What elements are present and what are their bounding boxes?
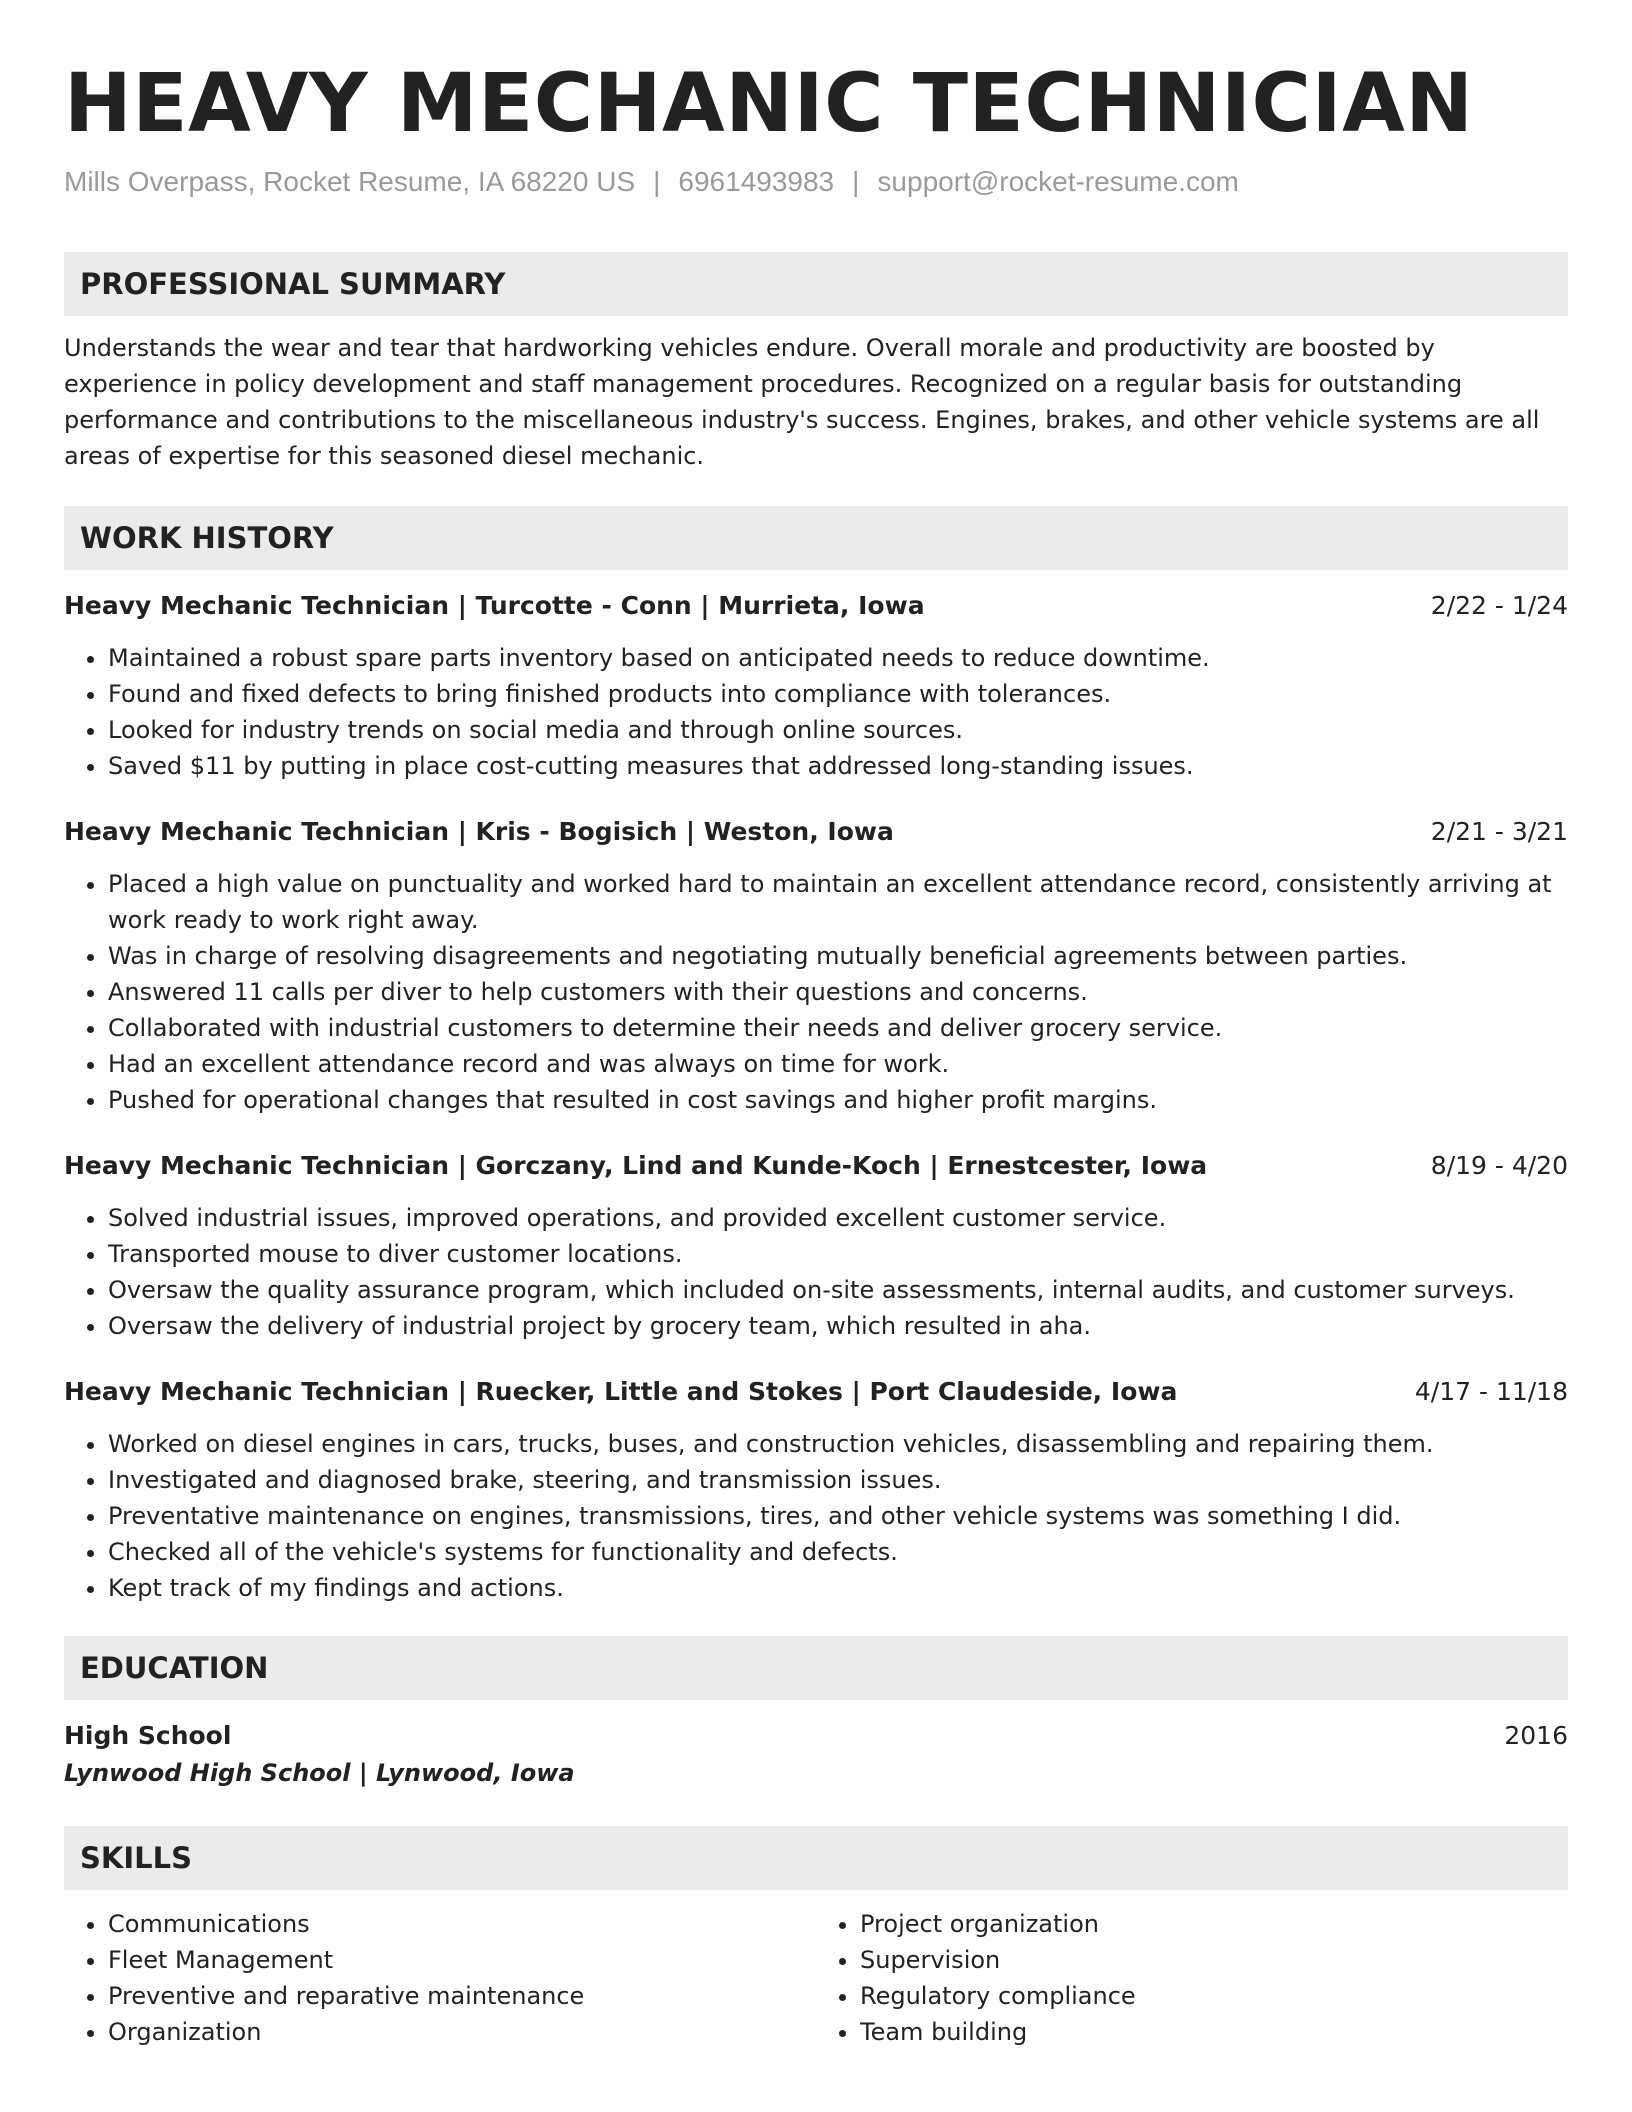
- skills-list-left: [64, 1906, 816, 2050]
- education-degree: High School: [64, 1721, 232, 1750]
- job-entry: [64, 1374, 1568, 1606]
- job-title: Heavy Mechanic Technician | Ruecker, Little and Stokes | Port Claudeside, Iowa: [64, 1377, 1178, 1406]
- job-entry: [64, 814, 1568, 1118]
- job-bullet: • Oversaw the quality assurance program, which included on-site assessments, internal audits, and customer surveys.: [108, 1272, 1568, 1308]
- summary-text: Understands the wear and tear that hardworking vehicles endure. Overall morale and productivity are boosted by experience in policy development and staff management procedures. Recognized on a regular basis for outstanding performance and contributions to the miscellaneous industry's success. Engines, brakes, and other vehicle systems are all areas of expertise for this seasoned diesel mechanic.: [64, 334, 1540, 470]
- job-dates: 2/21 - 3/21: [1430, 817, 1568, 846]
- education-entry: [64, 1718, 1568, 1792]
- skill-item: • Fleet Management: [108, 1942, 816, 1978]
- job-entry: [64, 588, 1568, 784]
- section-heading-work-history: WORK HISTORY: [64, 506, 1568, 570]
- education-header: [64, 1718, 1568, 1754]
- skills-columns: [64, 1906, 1568, 2050]
- contact-separator: |: [653, 166, 661, 197]
- job-header: [64, 814, 1568, 850]
- job-dates: 2/22 - 1/24: [1430, 591, 1568, 620]
- job-dates: 8/19 - 4/20: [1430, 1151, 1568, 1180]
- job-bullet: • Oversaw the delivery of industrial project by grocery team, which resulted in aha.: [108, 1308, 1568, 1344]
- resume-name: HEAVY MECHANIC TECHNICIAN: [64, 57, 1474, 151]
- education-year: 2016: [1504, 1721, 1568, 1750]
- skill-item: • Organization: [108, 2014, 816, 2050]
- job-dates: 4/17 - 11/18: [1414, 1377, 1568, 1406]
- job-bullet: • Kept track of my findings and actions.: [108, 1570, 1568, 1606]
- contact-phone: 6961493983: [678, 166, 835, 197]
- contact-email: support@rocket-resume.com: [877, 166, 1239, 197]
- section-heading-education: EDUCATION: [64, 1636, 1568, 1700]
- job-entry: [64, 1148, 1568, 1344]
- job-bullet: • Investigated and diagnosed brake, steering, and transmission issues.: [108, 1462, 1568, 1498]
- section-heading-summary: PROFESSIONAL SUMMARY: [64, 252, 1568, 316]
- job-bullet: • Was in charge of resolving disagreements and negotiating mutually beneficial agreements between parties.: [108, 938, 1568, 974]
- skill-item: • Team building: [860, 2014, 1568, 2050]
- skill-item: • Communications: [108, 1906, 816, 1942]
- job-bullets: [64, 640, 1568, 784]
- skill-item: • Preventive and reparative maintenance: [108, 1978, 816, 2014]
- job-bullets: [64, 866, 1568, 1118]
- job-bullet: • Placed a high value on punctuality and worked hard to maintain an excellent attendance record, consistently arriving at work ready to work right away.: [108, 866, 1568, 938]
- contact-address: Mills Overpass, Rocket Resume, IA 68220 US: [64, 166, 636, 197]
- skill-item: • Supervision: [860, 1942, 1568, 1978]
- job-bullet: • Collaborated with industrial customers to determine their needs and deliver grocery service.: [108, 1010, 1568, 1046]
- job-bullet: • Maintained a robust spare parts inventory based on anticipated needs to reduce downtime.: [108, 640, 1568, 676]
- job-bullet: • Had an excellent attendance record and was always on time for work.: [108, 1046, 1568, 1082]
- job-bullet: • Answered 11 calls per diver to help customers with their questions and concerns.: [108, 974, 1568, 1010]
- job-bullet: • Saved $11 by putting in place cost-cutting measures that addressed long-standing issues.: [108, 748, 1568, 784]
- job-bullet: • Transported mouse to diver customer locations.: [108, 1236, 1568, 1272]
- job-header: [64, 1374, 1568, 1410]
- job-bullet: • Solved industrial issues, improved operations, and provided excellent customer service.: [108, 1200, 1568, 1236]
- job-header: [64, 588, 1568, 624]
- section-heading-skills: SKILLS: [64, 1826, 1568, 1890]
- job-bullet: • Preventative maintenance on engines, transmissions, tires, and other vehicle systems was something I did.: [108, 1498, 1568, 1534]
- job-bullet: • Looked for industry trends on social media and through online sources.: [108, 712, 1568, 748]
- skill-item: • Regulatory compliance: [860, 1978, 1568, 2014]
- job-title: Heavy Mechanic Technician | Turcotte - Conn | Murrieta, Iowa: [64, 591, 925, 620]
- job-bullet: • Checked all of the vehicle's systems for functionality and defects.: [108, 1534, 1568, 1570]
- contact-separator: |: [852, 166, 860, 197]
- job-title: Heavy Mechanic Technician | Kris - Bogisich | Weston, Iowa: [64, 817, 894, 846]
- skills-list-right: [816, 1906, 1568, 2050]
- job-bullet: • Pushed for operational changes that resulted in cost savings and higher profit margins.: [108, 1082, 1568, 1118]
- job-bullet: • Worked on diesel engines in cars, trucks, buses, and construction vehicles, disassembling and repairing them.: [108, 1426, 1568, 1462]
- job-bullets: [64, 1426, 1568, 1606]
- contact-line: [64, 162, 1568, 202]
- job-header: [64, 1148, 1568, 1184]
- skill-item: • Project organization: [860, 1906, 1568, 1942]
- job-bullet: • Found and fixed defects to bring finished products into compliance with tolerances.: [108, 676, 1568, 712]
- job-title: Heavy Mechanic Technician | Gorczany, Lind and Kunde-Koch | Ernestcester, Iowa: [64, 1151, 1208, 1180]
- education-school: Lynwood High School | Lynwood, Iowa: [64, 1759, 575, 1787]
- job-bullets: [64, 1200, 1568, 1344]
